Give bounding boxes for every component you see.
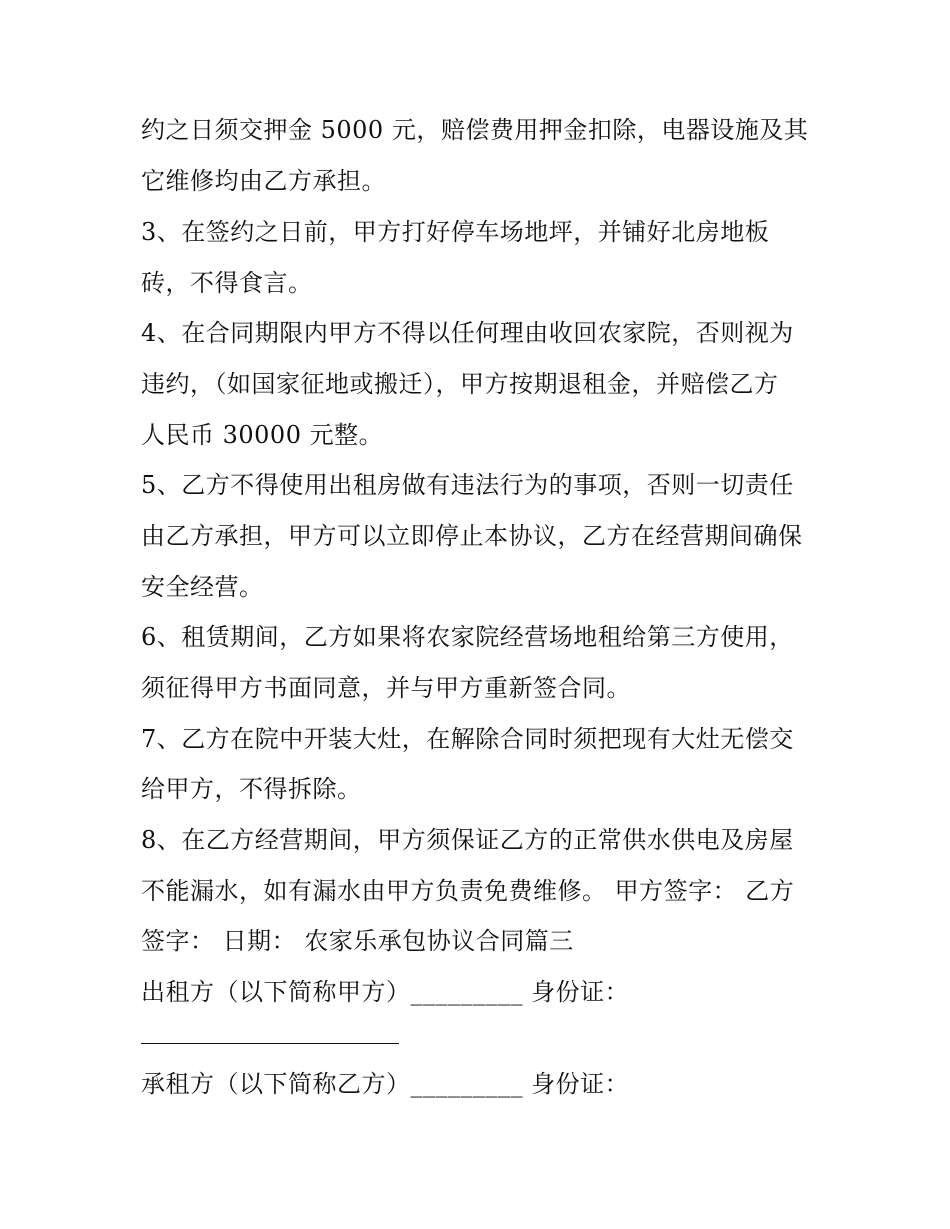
text-line: 给甲方，不得拆除。 — [141, 775, 362, 803]
clause-8-line: 8、在乙方经营期间，甲方须保证乙方的正常供水供电及房屋 — [141, 826, 794, 854]
text-line: 它维修均由乙方承担。 — [141, 167, 386, 195]
text-line: 人民币 30000 元整。 — [141, 421, 384, 449]
signature-line: 签字： 日期： 农家乐承包协议合同篇三 — [141, 927, 574, 955]
clause-6-line: 6、租赁期间，乙方如果将农家院经营场地租给第三方使用， — [141, 623, 794, 651]
text-line: 须征得甲方书面同意，并与甲方重新签合同。 — [141, 674, 631, 702]
text-line: 安全经营。 — [141, 573, 264, 601]
text-line: 约之日须交押金 5000 元，赔偿费用押金扣除，电器设施及其 — [141, 116, 809, 144]
clause-4-line: 4、在合同期限内甲方不得以任何理由收回农家院，否则视为 — [141, 319, 794, 347]
id-number-blank — [141, 1043, 399, 1044]
text-line: 违约，（如国家征地或搬迁），甲方按期退租金，并赔偿乙方 — [141, 370, 779, 398]
text-line: 由乙方承担，甲方可以立即停止本协议，乙方在经营期间确保 — [141, 522, 803, 550]
lessee-line: 承租方（以下简称乙方）_________ 身份证： — [141, 1070, 630, 1098]
text-line: 不能漏水，如有漏水由甲方负责免费维修。 甲方签字： 乙方 — [141, 877, 795, 905]
lessor-line: 出租方（以下简称甲方）_________ 身份证： — [141, 978, 630, 1006]
clause-3-line: 3、在签约之日前，甲方打好停车场地坪，并铺好北房地板 — [141, 218, 770, 246]
clause-7-line: 7、乙方在院中开装大灶，在解除合同时须把现有大灶无偿交 — [141, 725, 794, 753]
clause-5-line: 5、乙方不得使用出租房做有违法行为的事项，否则一切责任 — [141, 471, 794, 499]
text-line: 砖，不得食言。 — [141, 269, 313, 297]
